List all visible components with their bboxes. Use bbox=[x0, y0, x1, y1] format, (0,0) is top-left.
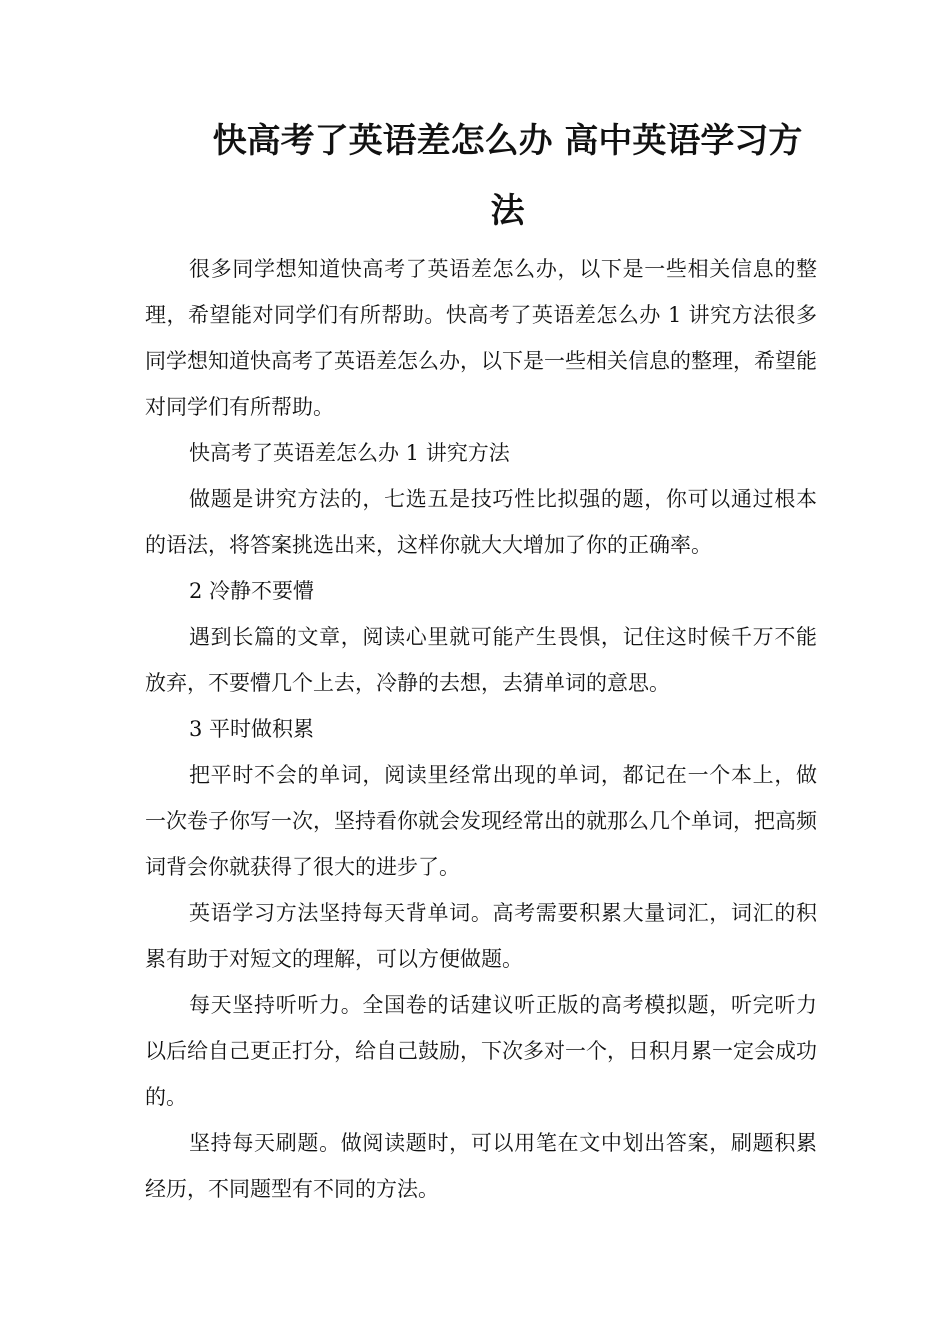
paragraph-practice: 坚持每天刷题。做阅读题时，可以用笔在文中划出答案，刷题积累经历，不同题型有不同的方法。 bbox=[145, 1131, 817, 1201]
paragraph-heading-3: 3 平时做积累 bbox=[189, 717, 315, 741]
paragraph-heading-2: 2 冷静不要懵 bbox=[189, 579, 315, 603]
title-line-1: 快高考了英语差怎么办 高中英语学习方 bbox=[212, 121, 803, 161]
paragraph-vocabulary: 英语学习方法坚持每天背单词。高考需要积累大量词汇，词汇的积累有助于对短文的理解，可以方便做题。 bbox=[145, 901, 817, 971]
document-title bbox=[145, 106, 870, 246]
paragraph-accumulate: 把平时不会的单词，阅读里经常出现的单词，都记在一个本上，做一次卷子你写一次，坚持看你就会发现经常出的就那么几个单词，把高频词背会你就获得了很大的进步了。 bbox=[145, 763, 817, 879]
title-line-2: 法 bbox=[490, 191, 525, 231]
paragraph-heading-1: 快高考了英语差怎么办 1 讲究方法 bbox=[189, 441, 510, 465]
paragraph-intro: 很多同学想知道快高考了英语差怎么办，以下是一些相关信息的整理，希望能对同学们有所帮助。快高考了英语差怎么办 1 讲究方法很多同学想知道快高考了英语差怎么办，以下是一些相关信息的整理，希望能对同学们有所帮助。 bbox=[145, 257, 817, 419]
paragraph-listening: 每天坚持听听力。全国卷的话建议听正版的高考模拟题，听完听力以后给自己更正打分，给自己鼓励，下次多对一个，日积月累一定会成功的。 bbox=[145, 993, 817, 1109]
paragraph-calm: 遇到长篇的文章，阅读心里就可能产生畏惧，记住这时候千万不能放弃，不要懵几个上去，冷静的去想，去猜单词的意思。 bbox=[145, 625, 817, 695]
paragraph-method: 做题是讲究方法的，七选五是技巧性比拟强的题，你可以通过根本的语法，将答案挑选出来，这样你就大大增加了你的正确率。 bbox=[145, 487, 817, 557]
document-body bbox=[145, 246, 817, 1212]
